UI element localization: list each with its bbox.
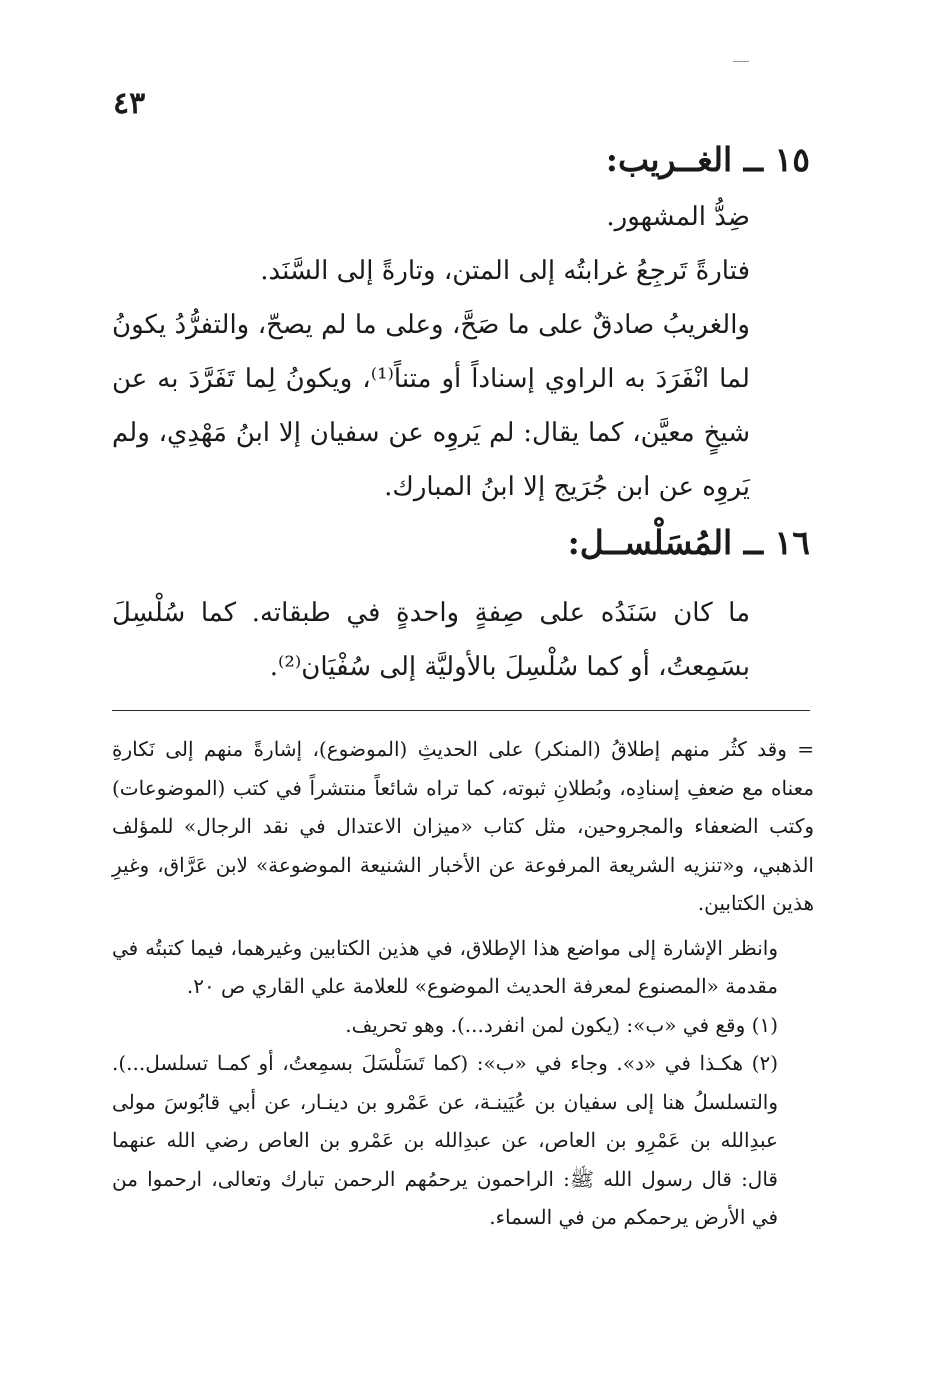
paragraph: ما كان سَنَدُه على صِفةٍ واحدةٍ في طبقاته. كما سُلْسِلَ بسَمِعتُ، أو كما سُلْسِلَ بالأوليَّة إلى سُفْيَان⁽²⁾. xyxy=(112,598,750,682)
page-number: ٤٣ xyxy=(113,86,146,121)
footnote-1: (١) وقع في «ب»: (يكون لمن انفرد...). وهو تحريف. xyxy=(345,1012,778,1037)
footnote-divider xyxy=(112,710,810,711)
paragraph: ضِدُّ المشهور. xyxy=(606,202,750,232)
paragraph: فتارةً تَرجِعُ غرابتُه إلى المتن، وتارةً إلى السَّنَد. xyxy=(260,256,750,286)
main-text xyxy=(112,132,810,694)
footnotes xyxy=(112,730,814,1237)
paragraph: والغريبُ صادقٌ على ما صَحَّ، وعلى ما لم يصحّ، والتفرُّدُ يكونُ لما انْفَرَدَ به الراوي إسناداً أو متناً⁽¹⁾، ويكونُ لِما تَفَرَّدَ به عن شيخٍ معيَّن، كما يقال: لم يَروِه عن سفيان إلا ابنُ مَهْدِي، ولم يَروِه عن ابن جُرَيج إلا ابنُ المبارك. xyxy=(112,310,750,502)
section-heading-musalsal: ١٦ ــ المُسَلْســل: xyxy=(567,523,810,562)
scan-mark xyxy=(733,61,749,62)
footnote-continuation: = وقد كثُر منهم إطلاقُ (المنكر) على الحديثِ (الموضوع)، إشارةً منهم إلى نَكارةِ معناه مع ضعفِ إسنادِه، وبُطلانِ ثبوته، كما تراه شائعاً منتشراً في كتب (الموضوعات) وكتب الضعفاء والمجروحين، مثل كتاب «ميزان الاعتدال في نقد الرجال» للمؤلف الذهبي، و«تنزيه الشريعة المرفوعة عن الأخبار الشنيعة الموضوعة» لابن عَرَّاق، وغيرِ هذين الكتابين. xyxy=(112,737,814,915)
footnote-paragraph: وانظر الإشارة إلى مواضع هذا الإطلاق، في هذين الكتابين وغيرهما، فيما كتبتُه في مقدمة «المصنوع لمعرفة الحديث الموضوع» للعلامة علي القاري ص ٢٠. xyxy=(112,935,778,998)
footnote-2: (٢) هكـذا في «د». وجاء في «ب»: (كما تَسَلْسَلَ بسمِعتُ، أو كمـا تسلسل...). والتسلسلُ هنا إلى سفيان بن عُيَينـة، عن عَمْرو بن دينـار، عن أبي قابُوسَ مولى عبدِالله بن عَمْرِو بن العاص، عن عبدِالله بن عَمْرو بن العاص رضي الله عنهما قال: قال رسول الله ﷺ: الراحمون يرحمُهم الرحمن تبارك وتعالى، ارحموا من في الأرض يرحمكم من في السماء. xyxy=(112,1051,778,1229)
section-heading-gharib: ١٥ ــ الغــريب: xyxy=(605,140,810,179)
